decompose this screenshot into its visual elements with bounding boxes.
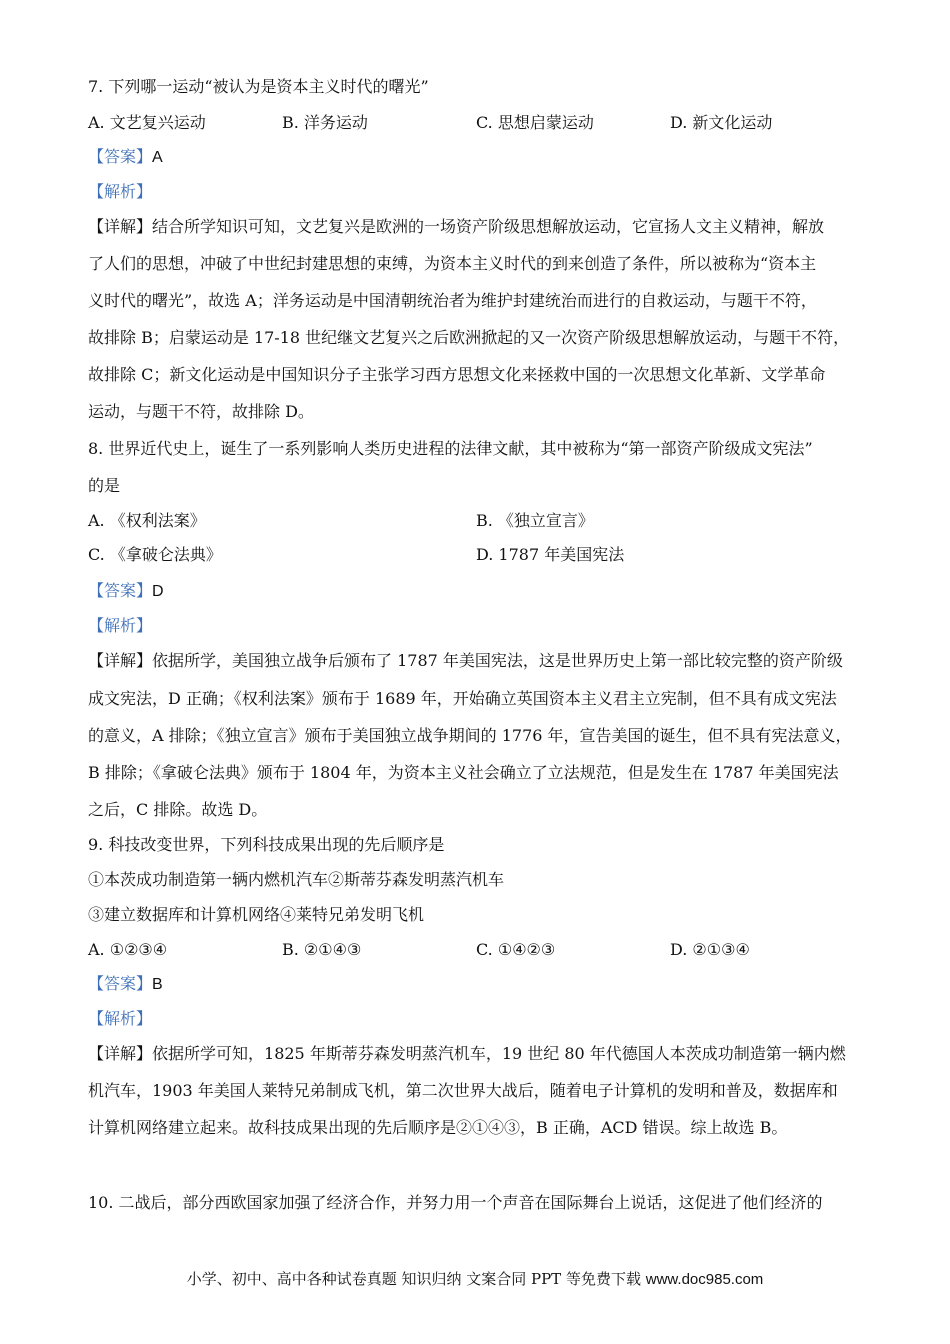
q8-detail-line bbox=[88, 650, 843, 672]
detail-label: 【详解】 bbox=[88, 651, 153, 670]
q7-option-a: A. 文艺复兴运动 bbox=[88, 113, 206, 132]
detail-text: 依据所学可知，1825 年斯蒂芬森发明蒸汽机车，19 世纪 80 年代德国人本茨成功制造第一辆内燃 bbox=[152, 1044, 846, 1063]
q8-detail-line: 的意义，A 排除；《独立宣言》颁布于美国独立战争期间的 1776 年，宣告美国的诞生，但不具有宪法意义， bbox=[88, 726, 852, 745]
q8-answer bbox=[88, 580, 164, 603]
q9-option-b: B. ②①④③ bbox=[282, 940, 362, 959]
q7-answer bbox=[88, 146, 163, 169]
answer-label: 【答案】 bbox=[88, 581, 153, 600]
q10-stem: 10. 二战后，部分西欧国家加强了经济合作，并努力用一个声音在国际舞台上说话，这促进了他们经济的 bbox=[88, 1193, 823, 1212]
q8-option-d: D. 1787 年美国宪法 bbox=[476, 545, 625, 564]
q7-analysis-label bbox=[88, 181, 152, 203]
footer-site-link[interactable]: www.doc985.com bbox=[645, 1271, 764, 1288]
q8-option-b: B. 《独立宣言》 bbox=[476, 511, 594, 530]
analysis-label: 【解析】 bbox=[88, 1009, 153, 1028]
q8-stem: 8. 世界近代史上，诞生了一系列影响人类历史进程的法律文献，其中被称为“第一部资产阶级成文宪法” bbox=[88, 439, 813, 458]
q9-detail-line: 机汽车，1903 年美国人莱特兄弟制成飞机，第二次世界大战后，随着电子计算机的发明和普及，数据库和 bbox=[88, 1081, 838, 1100]
detail-label: 【详解】 bbox=[88, 1044, 153, 1063]
q7-detail-line: 故排除 B；启蒙运动是 17-18 世纪继文艺复兴之后欧洲掀起的又一次资产阶级思想解放运动，与题干不符， bbox=[88, 328, 850, 347]
q8-detail-line: 成文宪法，D 正确；《权利法案》颁布于 1689 年，开始确立英国资本主义君主立宪制，但不具有成文宪法 bbox=[88, 689, 837, 708]
q9-item-line: ③建立数据库和计算机网络④莱特兄弟发明飞机 bbox=[88, 905, 425, 924]
q8-stem: 的是 bbox=[88, 476, 121, 495]
q8-detail-line: 之后，C 排除。故选 D。 bbox=[88, 800, 268, 819]
q9-option-c: C. ①④②③ bbox=[476, 940, 556, 959]
q7-stem: 7. 下列哪一运动“被认为是资本主义时代的曙光” bbox=[88, 77, 429, 96]
q7-detail-line: 了人们的思想，冲破了中世纪封建思想的束缚，为资本主义时代的到来创造了条件，所以被称为“资本主 bbox=[88, 254, 817, 273]
page-footer bbox=[0, 1268, 950, 1291]
answer-value: B bbox=[152, 976, 163, 993]
q7-detail-line: 义时代的曙光”，故选 A；洋务运动是中国清朝统治者为维护封建统治而进行的自救运动，与题干不符， bbox=[88, 291, 817, 310]
q9-option-d: D. ②①③④ bbox=[670, 940, 750, 959]
q7-detail-line: 运动，与题干不符，故排除 D。 bbox=[88, 402, 314, 421]
q7-option-d: D. 新文化运动 bbox=[670, 113, 773, 132]
q9-answer bbox=[88, 973, 163, 996]
q7-detail-line: 故排除 C；新文化运动是中国知识分子主张学习西方思想文化来拯救中国的一次思想文化革新、文学革命 bbox=[88, 365, 826, 384]
q9-detail-line bbox=[88, 1043, 846, 1065]
q9-stem: 9. 科技改变世界，下列科技成果出现的先后顺序是 bbox=[88, 835, 445, 854]
q8-option-a: A. 《权利法案》 bbox=[88, 511, 206, 530]
q8-detail-line: B 排除；《拿破仑法典》颁布于 1804 年，为资本主义社会确立了立法规范，但是发生在 1787 年美国宪法 bbox=[88, 763, 839, 782]
answer-value: A bbox=[152, 149, 163, 166]
q8-analysis-label bbox=[88, 615, 152, 637]
answer-label: 【答案】 bbox=[88, 974, 153, 993]
q9-option-a: A. ①②③④ bbox=[88, 940, 168, 959]
footer-text: 小学、初中、高中各种试卷真题 知识归纳 文案合同 PPT 等免费下载 bbox=[186, 1270, 646, 1288]
q7-option-b: B. 洋务运动 bbox=[282, 113, 368, 132]
analysis-label: 【解析】 bbox=[88, 182, 153, 201]
detail-text: 依据所学，美国独立战争后颁布了 1787 年美国宪法，这是世界历史上第一部比较完整的资产阶级 bbox=[152, 651, 843, 670]
analysis-label: 【解析】 bbox=[88, 616, 153, 635]
answer-label: 【答案】 bbox=[88, 147, 153, 166]
q9-detail-line: 计算机网络建立起来。故科技成果出现的先后顺序是②①④③，B 正确，ACD 错误。综上故选 B。 bbox=[88, 1118, 788, 1137]
detail-label: 【详解】 bbox=[88, 217, 153, 236]
q7-detail-line bbox=[88, 216, 824, 238]
q9-item-line: ①本茨成功制造第一辆内燃机汽车②斯蒂芬森发明蒸汽机车 bbox=[88, 870, 505, 889]
answer-value: D bbox=[152, 583, 164, 600]
q9-analysis-label bbox=[88, 1008, 152, 1030]
q8-option-c: C. 《拿破仑法典》 bbox=[88, 545, 222, 564]
detail-text: 结合所学知识可知，文艺复兴是欧洲的一场资产阶级思想解放运动，它宣扬人文主义精神，解放 bbox=[152, 217, 825, 236]
q7-option-c: C. 思想启蒙运动 bbox=[476, 113, 594, 132]
